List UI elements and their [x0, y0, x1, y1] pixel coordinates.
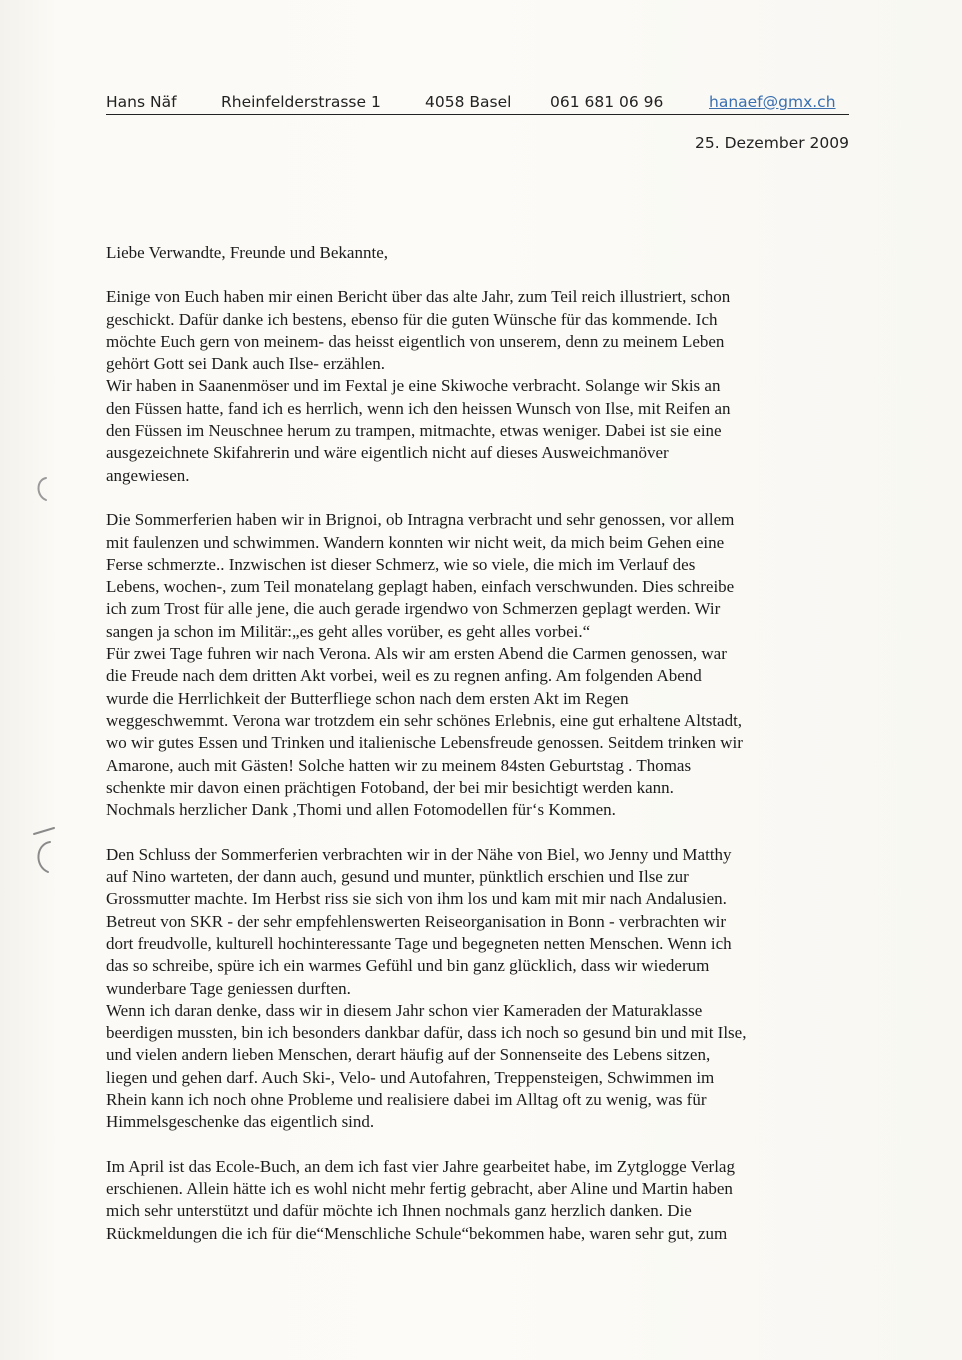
paragraph — [106, 844, 856, 1134]
sender-name: Hans Näf — [106, 93, 177, 111]
text-line: Betreut von SKR - der sehr empfehlenswerten Reiseorganisation in Bonn - verbrachten wir — [106, 911, 727, 931]
text-line: Grossmutter machte. Im Herbst riss sie sich von ihm los und kam mit mir nach Andalusien. — [106, 889, 727, 909]
text-line: schenkte mir davon einen prächtigen Fotoband, der bei mir besichtigt werden kann. — [106, 777, 674, 797]
letter-date: 25. Dezember 2009 — [695, 134, 849, 152]
sender-email-link[interactable]: hanaef@gmx.ch — [709, 93, 836, 111]
text-line: ausgezeichnete Skifahrerin und wäre eigentlich nicht auf dieses Ausweichmanöver — [106, 443, 669, 463]
text-line: mit faulenzen und schwimmen. Wandern konnten wir nicht weit, da mich beim Gehen eine — [106, 532, 725, 552]
text-line: beerdigen mussten, bin ich besonders dankbar dafür, dass ich noch so gesund bin und mit Ilse, — [106, 1023, 747, 1043]
text-line: das so schreibe, spüre ich ein warmes Gefühl und bin ganz glücklich, dass wir wiederum — [106, 956, 710, 976]
letter-body — [106, 242, 856, 1267]
text-line: Für zwei Tage fuhren wir nach Verona. Als wir am ersten Abend die Carmen genossen, war — [106, 644, 727, 664]
letterhead — [106, 92, 849, 115]
margin-pencil-mark-top — [28, 470, 58, 510]
text-line: den Füssen hatte, fand ich es herrlich, wenn ich den heissen Wunsch von Ilse, mit Reifen an — [106, 398, 731, 418]
paragraph — [106, 1156, 856, 1245]
sender-street: Rheinfelderstrasse 1 — [221, 93, 381, 111]
text-line: angewiesen. — [106, 465, 190, 485]
text-line: Wenn ich daran denke, dass wir in diesem Jahr schon vier Kameraden der Maturaklasse — [106, 1000, 703, 1020]
text-line: erschienen. Allein hätte ich es wohl nicht mehr fertig gebracht, aber Aline und Martin haben — [106, 1179, 733, 1199]
paragraph — [106, 509, 856, 821]
text-line: gehört Gott sei Dank auch Ilse- erzählen. — [106, 354, 385, 374]
text-line: dort freudvolle, kulturell hochinteressante Tage und begegneten netten Menschen. Wenn ich — [106, 933, 732, 953]
text-line: ich zum Trost für alle jene, die auch gerade irgendwo von Schmerzen geplagt werden. Wir — [106, 599, 721, 619]
text-line: Ferse schmerzte.. Inzwischen ist dieser Schmerz, wie so viele, die mich im Verlauf des — [106, 554, 696, 574]
margin-pencil-mark-bottom — [28, 822, 58, 882]
sender-city: 4058 Basel — [425, 93, 512, 111]
text-line: Himmelsgeschenke das eigentlich sind. — [106, 1112, 375, 1132]
sender-phone: 061 681 06 96 — [550, 93, 664, 111]
text-line: sangen ja schon im Militär:„es geht alles vorüber, es geht alles vorbei.“ — [106, 621, 591, 641]
text-line: Im April ist das Ecole-Buch, an dem ich fast vier Jahre gearbeitet habe, im Zytglogge Verlag — [106, 1156, 735, 1176]
text-line: wunderbare Tage geniessen durften. — [106, 978, 351, 998]
text-line: Rückmeldungen die ich für die“Menschliche Schule“bekommen habe, waren sehr gut, zum — [106, 1223, 728, 1243]
text-line: Amarone, auch mit Gästen! Solche hatten wir zu meinem 84sten Geburtstag . Thomas — [106, 755, 692, 775]
text-line: Nochmals herzlicher Dank ,Thomi und allen Fotomodellen für‘s Kommen. — [106, 800, 616, 820]
text-line: Die Sommerferien haben wir in Brignoi, ob Intragna verbracht und sehr genossen, vor allem — [106, 510, 735, 530]
text-line: weggeschwemmt. Verona war trotzdem ein sehr schönes Erlebnis, eine gut erhaltene Altstadt, — [106, 710, 743, 730]
letter-paragraphs — [106, 286, 856, 1245]
text-line: den Füssen im Neuschnee herum zu trampen, mitmachte, etwas weniger. Dabei ist sie eine — [106, 421, 722, 441]
text-line: Einige von Euch haben mir einen Bericht über das alte Jahr, zum Teil reich illustriert, schon — [106, 287, 731, 307]
text-line: und vielen andern lieben Menschen, derart häufig auf der Sonnenseite des Lebens sitzen, — [106, 1045, 711, 1065]
text-line: Lebens, wochen-, zum Teil monatelang geplagt haben, einfach verschwunden. Dies schreibe — [106, 577, 735, 597]
text-line: geschickt. Dafür danke ich bestens, ebenso für die guten Wünsche für das kommende. Ich — [106, 309, 718, 329]
text-line: mich sehr unterstützt und dafür möchte ich Ihnen nochmals ganz herzlich danken. Die — [106, 1201, 692, 1221]
text-line: wurde die Herrlichkeit der Butterfliege schon nach dem ersten Akt im Regen — [106, 688, 629, 708]
text-line: Rhein kann ich noch ohne Probleme und realisiere dabei im Alltag oft zu wenig, was für — [106, 1089, 707, 1109]
text-line: wo wir gutes Essen und Trinken und italienische Lebensfreude genossen. Seitdem trinken wir — [106, 733, 743, 753]
text-line: liegen und gehen darf. Auch Ski-, Velo- und Autofahren, Treppensteigen, Schwimmen im — [106, 1067, 715, 1087]
text-line: Wir haben in Saanenmöser und im Fextal je eine Skiwoche verbracht. Solange wir Skis an — [106, 376, 721, 396]
greeting: Liebe Verwandte, Freunde und Bekannte, — [106, 243, 388, 262]
text-line: die Freude nach dem dritten Akt vorbei, weil es zu regnen anfing. Am folgenden Abend — [106, 666, 702, 686]
text-line: möchte Euch gern von meinem- das heisst eigentlich von unserem, denn zu meinem Leben — [106, 331, 725, 351]
paragraph — [106, 286, 856, 487]
text-line: auf Nino warteten, der dann auch, gesund und munter, pünktlich erschien und Ilse zur — [106, 867, 689, 887]
text-line: Den Schluss der Sommerferien verbrachten wir in der Nähe von Biel, wo Jenny und Matthy — [106, 844, 732, 864]
